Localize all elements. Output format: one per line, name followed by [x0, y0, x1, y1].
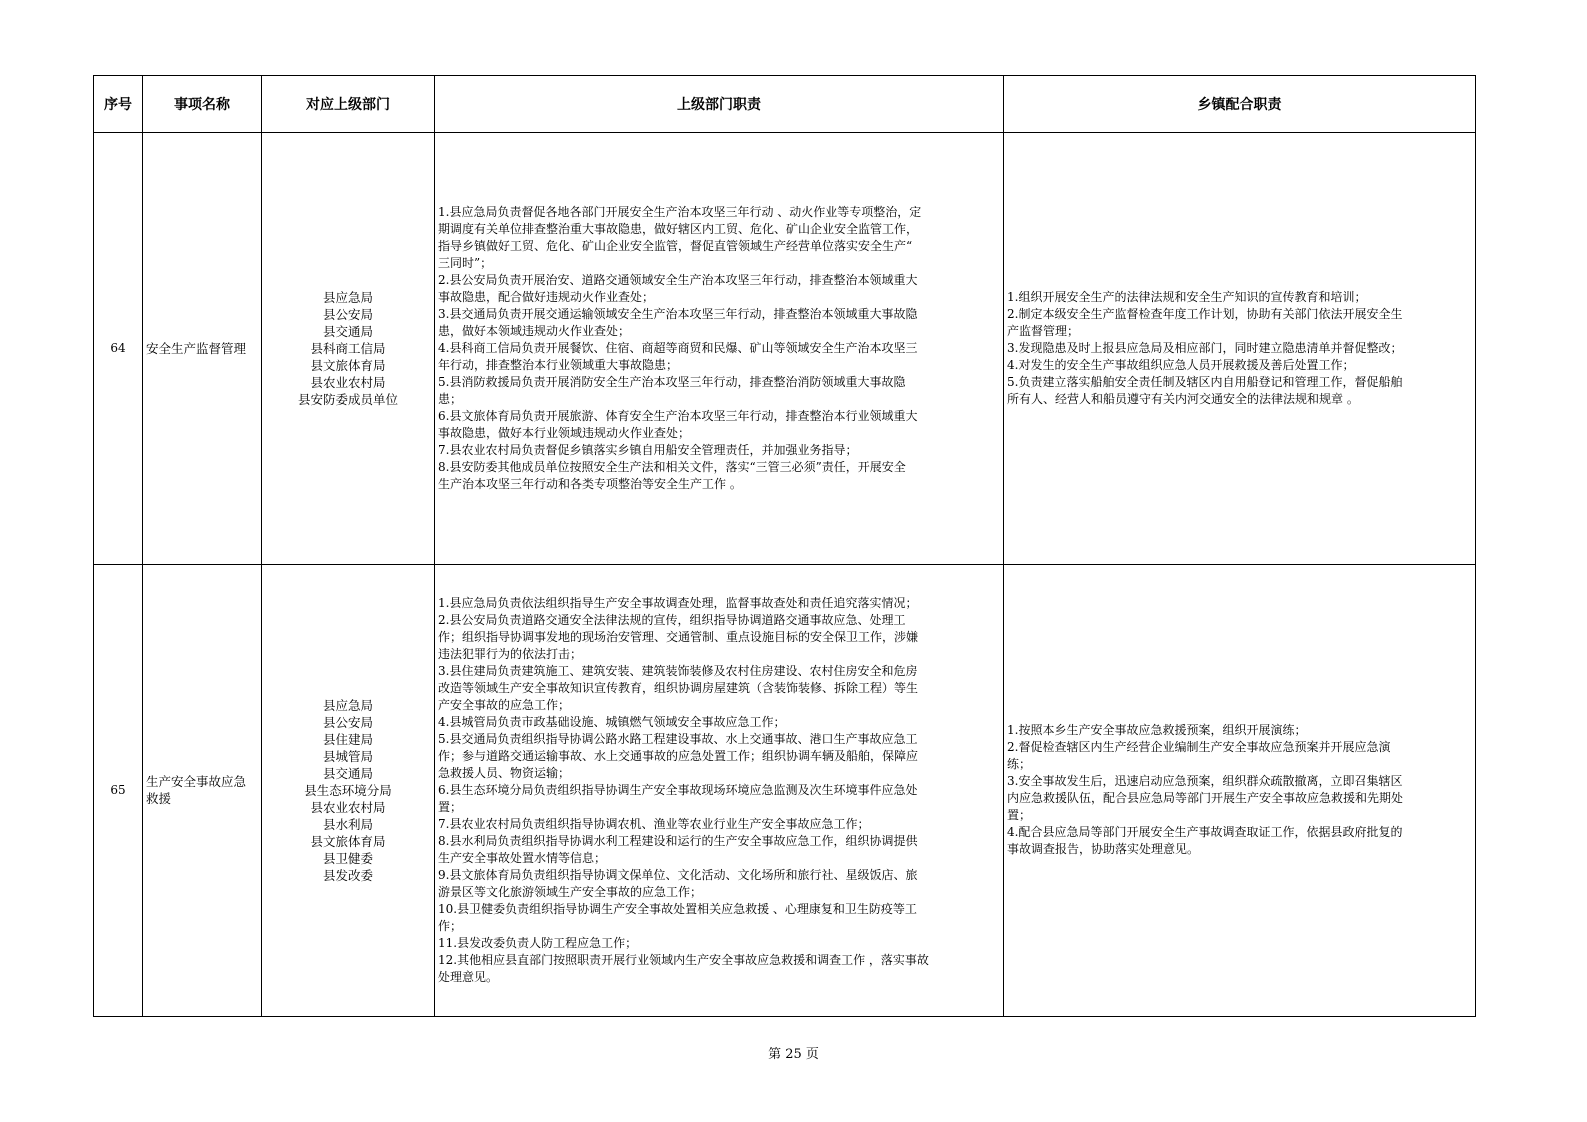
seq-cell: 65: [94, 564, 143, 1017]
cell-line: 县卫健委: [322, 850, 373, 866]
cell-line: 县科商工信局: [310, 340, 386, 356]
header-upper-department: 对应上级部门: [262, 76, 435, 133]
cell-line: 2.县公安局负责开展治安、道路交通领域安全生产治本攻坚三年行动，排查整治本领域重大: [438, 272, 918, 287]
town-duties-cell: [1004, 564, 1476, 1017]
cell-line: 10.县卫健委负责组织指导协调生产安全事故处置相关应急救援 、心理康复和卫生防疫等工: [438, 901, 917, 916]
cell-line: 4.县城管局负责市政基础设施、城镇燃气领域安全事故应急工作；: [438, 714, 786, 729]
upper-duties-cell: [435, 133, 1004, 564]
cell-line: 7.县农业农村局负责组织指导协调农机、渔业等农业行业生产安全事故应急工作；: [438, 816, 870, 831]
cell-line: 作；参与道路交通运输事故、水上交通事故的应急处置工作；组织协调车辆及船舶，保障应: [438, 748, 919, 763]
cell-line: 11.县发改委负责人防工程应急工作；: [438, 935, 638, 950]
cell-line: 县水利局: [322, 816, 373, 832]
cell-line: 4.对发生的安全生产事故组织应急人员开展救援及善后处置工作；: [1007, 357, 1355, 372]
cell-line: 所有人、经营人和船员遵守有关内河交通安全的法律法规和规章 。: [1007, 391, 1359, 406]
cell-line: 生产治本攻坚三年行动和各类专项整治等安全生产工作 。: [438, 476, 742, 491]
page-prefix: 第: [768, 1047, 782, 1062]
cell-line: 县文旅体育局: [310, 357, 386, 373]
cell-line: 县应急局: [322, 697, 373, 713]
cell-line: 处理意见。: [438, 969, 499, 984]
cell-line: 县发改委: [322, 867, 373, 883]
cell-line: 产监督管理；: [1007, 323, 1080, 338]
cell-line: 违法犯罪行为的依法打击；: [438, 646, 583, 661]
cell-line: 2.制定本级安全生产监督检查年度工作计划，协助有关部门依法开展安全生: [1007, 306, 1403, 321]
header-town-duties: 乡镇配合职责: [1004, 76, 1476, 133]
cell-line: 作；组织指导协调事发地的现场治安管理、交通管制、重点设施目标的安全保卫工作，涉嫌: [438, 629, 919, 644]
cell-line: 2.县公安局负责道路交通安全法律法规的宣传，组织指导协调道路交通事故应急、处理工: [438, 612, 906, 627]
cell-line: 产安全事故的应急工作；: [438, 697, 571, 712]
cell-line: 县交通局: [322, 765, 373, 781]
cell-line: 置；: [438, 799, 463, 814]
cell-line: 5.负责建立落实船舶安全责任制及辖区内自用船登记和管理工作，督促船舶: [1007, 374, 1403, 389]
cell-line: 急救援人员、物资运输；: [438, 765, 571, 780]
cell-line: 县生态环境分局: [304, 782, 392, 798]
cell-line: 1.组织开展安全生产的法律法规和安全生产知识的宣传教育和培训；: [1007, 289, 1367, 304]
cell-line: 县住建局: [322, 731, 373, 747]
cell-line: 事故隐患，配合做好违规动火作业查处；: [438, 289, 655, 304]
departments-cell: [262, 564, 435, 1017]
item-name-cell: [143, 564, 262, 1017]
cell-line: 9.县文旅体育局负责组织指导协调文保单位、文化活动、文化场所和旅行社、星级饭店、旅: [438, 867, 918, 882]
cell-line: 7.县农业农村局负责督促乡镇落实乡镇自用船安全管理责任，并加强业务指导；: [438, 442, 858, 457]
cell-line: 生产安全事故应急: [146, 774, 247, 790]
cell-line: 练；: [1007, 757, 1032, 772]
upper-duties-cell: [435, 564, 1004, 1017]
town-duties-cell: [1004, 133, 1476, 564]
cell-line: 县公安局: [322, 714, 373, 730]
cell-line: 3.安全事故发生后，迅速启动应急预案，组织群众疏散撤离，立即召集辖区: [1007, 774, 1403, 789]
cell-line: 3.发现隐患及时上报县应急局及相应部门，同时建立隐患清单并督促整改；: [1007, 340, 1403, 355]
cell-line: 5.县消防救援局负责开展消防安全生产治本攻坚三年行动，排查整治消防领域重大事故隐: [438, 374, 906, 389]
cell-line: 三同时”；: [438, 255, 493, 270]
header-seq: 序号: [94, 76, 143, 133]
cell-line: 5.县交通局负责组织指导协调公路水路工程建设事故、水上交通事故、港口生产事故应急工: [438, 731, 918, 746]
cell-line: 事故隐患，做好本行业领域违规动火作业查处；: [438, 425, 691, 440]
cell-line: 2.督促检查辖区内生产经营企业编制生产安全事故应急预案并开展应急演: [1007, 740, 1391, 755]
cell-line: 事故调查报告，协助落实处理意见。: [1007, 842, 1200, 857]
cell-line: 游景区等文化旅游领域生产安全事故的应急工作；: [438, 884, 703, 899]
cell-line: 6.县文旅体育局负责开展旅游、体育安全生产治本攻坚三年行动，排查整治本行业领域重大: [438, 408, 918, 423]
header-upper-duties: 上级部门职责: [435, 76, 1004, 133]
header-item-name: 事项名称: [143, 76, 262, 133]
cell-line: 4.县科商工信局负责开展餐饮、住宿、商超等商贸和民爆、矿山等领域安全生产治本攻坚三: [438, 340, 918, 355]
cell-line: 改造等领域生产安全事故知识宣传教育，组织协调房屋建筑（含装饰装修、拆除工程）等生: [438, 680, 919, 695]
cell-line: 8.县水利局负责组织指导协调水利工程建设和运行的生产安全事故应急工作，组织协调提供: [438, 833, 918, 848]
cell-line: 置；: [1007, 808, 1032, 823]
cell-line: 患，做好本领域违规动火作业查处；: [438, 323, 631, 338]
cell-line: 8.县安防委其他成员单位按照安全生产法和相关文件，落实“三管三必须”责任，开展安全: [438, 459, 906, 474]
page-number-value: 25: [785, 1047, 802, 1062]
seq-cell: 64: [94, 133, 143, 564]
cell-line: 内应急救援队伍，配合县应急局等部门开展生产安全事故应急救援和先期处: [1007, 791, 1404, 806]
cell-line: 县农业农村局: [310, 374, 386, 390]
cell-line: 县文旅体育局: [310, 833, 386, 849]
cell-line: 4.配合县应急局等部门开展安全生产事故调查取证工作，依据县政府批复的: [1007, 825, 1403, 840]
cell-line: 期调度有关单位排查整治重大事故隐患，做好辖区内工贸、危化、矿山企业安全监管工作，: [438, 221, 919, 236]
cell-line: 3.县交通局负责开展交通运输领域安全生产治本攻坚三年行动，排查整治本领域重大事故隐: [438, 306, 918, 321]
departments-cell: [262, 133, 435, 564]
cell-line: 作；: [438, 918, 463, 933]
cell-line: 安全生产监督管理: [146, 340, 247, 356]
page-suffix: 页: [805, 1047, 819, 1062]
cell-line: 县交通局: [322, 323, 373, 339]
cell-line: 生产安全事故处置水情等信息；: [438, 850, 607, 865]
table-row: [94, 564, 1476, 1017]
cell-line: 指导乡镇做好工贸、危化、矿山企业安全监管，督促直管领域生产经营单位落实安全生产“: [438, 238, 913, 253]
duty-table: [93, 75, 1476, 1017]
table-row: [94, 133, 1476, 564]
cell-line: 6.县生态环境分局负责组织指导协调生产安全事故现场环境应急监测及次生环境事件应急处: [438, 782, 918, 797]
cell-line: 县安防委成员单位: [297, 391, 398, 407]
cell-line: 救援: [146, 791, 172, 807]
cell-line: 1.县应急局负责督促各地各部门开展安全生产治本攻坚三年行动 、动火作业等专项整治，定: [438, 204, 922, 219]
header-row: [94, 76, 1476, 133]
cell-line: 12.其他相应县直部门按照职责开展行业领域内生产安全事故应急救援和调查工作 ，落实事故: [438, 952, 929, 967]
cell-line: 3.县住建局负责建筑施工、建筑安装、建筑装饰装修及农村住房建设、农村住房安全和危房: [438, 663, 918, 678]
cell-line: 县应急局: [322, 289, 373, 305]
cell-line: 县公安局: [322, 306, 373, 322]
cell-line: 县城管局: [322, 748, 373, 764]
cell-line: 1.按照本乡生产安全事故应急救援预案，组织开展演练；: [1007, 723, 1307, 738]
cell-line: 年行动，排查整治本行业领域重大事故隐患；: [438, 357, 679, 372]
cell-line: 1.县应急局负责依法组织指导生产安全事故调查处理，监督事故查处和责任追究落实情况；: [438, 595, 918, 610]
cell-line: 患；: [438, 391, 463, 406]
item-name-cell: [143, 133, 262, 564]
cell-line: 县农业农村局: [310, 799, 386, 815]
page-number: [0, 1043, 1587, 1062]
